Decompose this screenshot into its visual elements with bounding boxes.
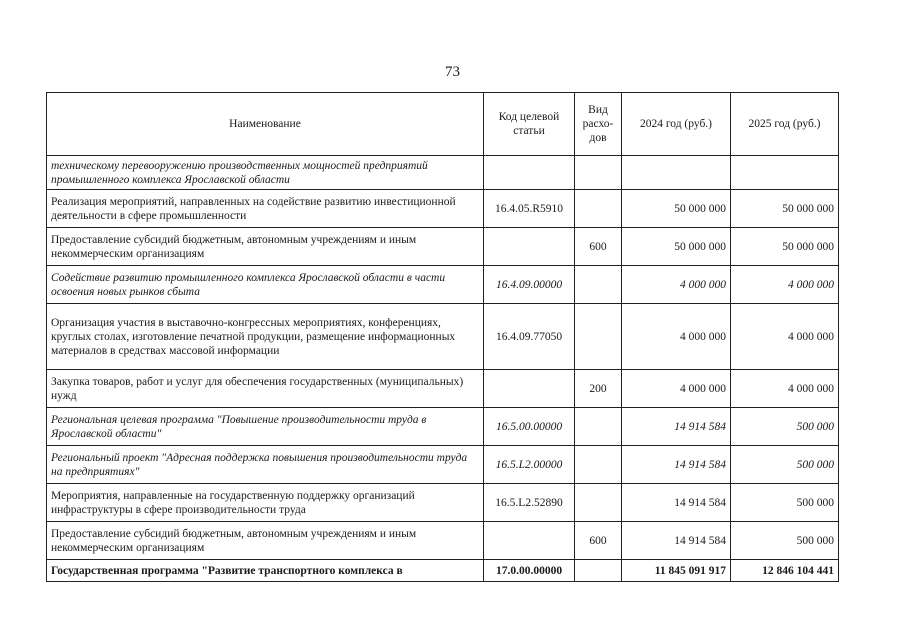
cell-type: 200	[575, 370, 622, 408]
cell-name: Содействие развитию промышленного комплекса Ярославской области в части освоения новых рынков сбыта	[47, 266, 484, 304]
cell-name: техническому перевооружению производственных мощностей предприятий промышленного комплекса Ярославской области	[47, 156, 484, 190]
cell-2025: 500 000	[731, 522, 839, 560]
cell-2025: 50 000 000	[731, 190, 839, 228]
cell-type	[575, 304, 622, 370]
cell-code	[484, 522, 575, 560]
cell-code: 16.4.09.00000	[484, 266, 575, 304]
cell-name: Региональная целевая программа "Повышение производительности труда в Ярославской области"	[47, 408, 484, 446]
cell-code	[484, 156, 575, 190]
cell-2025: 4 000 000	[731, 266, 839, 304]
cell-name: Предоставление субсидий бюджетным, автономным учреждениям и иным некоммерческим организациям	[47, 522, 484, 560]
cell-type	[575, 408, 622, 446]
table-row	[47, 522, 839, 560]
table-header-row	[47, 93, 839, 156]
cell-code: 16.5.L2.00000	[484, 446, 575, 484]
cell-2024: 4 000 000	[622, 266, 731, 304]
table-row	[47, 446, 839, 484]
cell-name: Закупка товаров, работ и услуг для обеспечения государственных (муниципальных) нужд	[47, 370, 484, 408]
table-row	[47, 156, 839, 190]
cell-type	[575, 560, 622, 582]
page-number: 73	[445, 64, 460, 80]
budget-table	[46, 92, 839, 582]
cell-2024: 50 000 000	[622, 228, 731, 266]
cell-code: 16.5.L2.52890	[484, 484, 575, 522]
cell-2024: 14 914 584	[622, 522, 731, 560]
cell-code: 16.5.00.00000	[484, 408, 575, 446]
cell-2025: 500 000	[731, 484, 839, 522]
table-row	[47, 304, 839, 370]
header-code: Код целевой статьи	[484, 93, 575, 156]
table-row	[47, 370, 839, 408]
cell-2024: 14 914 584	[622, 408, 731, 446]
table-row	[47, 560, 839, 582]
cell-code: 17.0.00.00000	[484, 560, 575, 582]
cell-name: Мероприятия, направленные на государственную поддержку организаций инфраструктуры в сфере производительности труда	[47, 484, 484, 522]
cell-type	[575, 156, 622, 190]
cell-type	[575, 190, 622, 228]
cell-2025: 500 000	[731, 408, 839, 446]
cell-code	[484, 370, 575, 408]
cell-code: 16.4.05.R5910	[484, 190, 575, 228]
cell-2024: 14 914 584	[622, 484, 731, 522]
table-row	[47, 266, 839, 304]
cell-type: 600	[575, 522, 622, 560]
table-row	[47, 228, 839, 266]
cell-name: Предоставление субсидий бюджетным, автономным учреждениям и иным некоммерческим организациям	[47, 228, 484, 266]
cell-2025: 50 000 000	[731, 228, 839, 266]
header-2025: 2025 год (руб.)	[731, 93, 839, 156]
cell-2024: 4 000 000	[622, 370, 731, 408]
cell-name: Государственная программа "Развитие транспортного комплекса в	[47, 560, 484, 582]
table-row	[47, 484, 839, 522]
cell-2025: 500 000	[731, 446, 839, 484]
cell-2024: 11 845 091 917	[622, 560, 731, 582]
cell-name: Региональный проект "Адресная поддержка повышения производительности труда на предприятиях"	[47, 446, 484, 484]
table-row	[47, 190, 839, 228]
cell-type	[575, 484, 622, 522]
cell-type: 600	[575, 228, 622, 266]
header-type: Вид расхо-дов	[575, 93, 622, 156]
cell-2024: 14 914 584	[622, 446, 731, 484]
cell-2025: 4 000 000	[731, 370, 839, 408]
cell-2024: 4 000 000	[622, 304, 731, 370]
cell-2024: 50 000 000	[622, 190, 731, 228]
cell-name: Организация участия в выставочно-конгрессных мероприятиях, конференциях, круглых столах, изготовление печатной продукции, размещение информационных материалов в средствах массовой информации	[47, 304, 484, 370]
header-name: Наименование	[47, 93, 484, 156]
cell-code	[484, 228, 575, 266]
table-row	[47, 408, 839, 446]
cell-2025: 4 000 000	[731, 304, 839, 370]
cell-2025: 12 846 104 441	[731, 560, 839, 582]
header-2024: 2024 год (руб.)	[622, 93, 731, 156]
cell-type	[575, 446, 622, 484]
cell-name: Реализация мероприятий, направленных на содействие развитию инвестиционной деятельности в сфере промышленности	[47, 190, 484, 228]
cell-2024	[622, 156, 731, 190]
cell-2025	[731, 156, 839, 190]
cell-code: 16.4.09.77050	[484, 304, 575, 370]
cell-type	[575, 266, 622, 304]
